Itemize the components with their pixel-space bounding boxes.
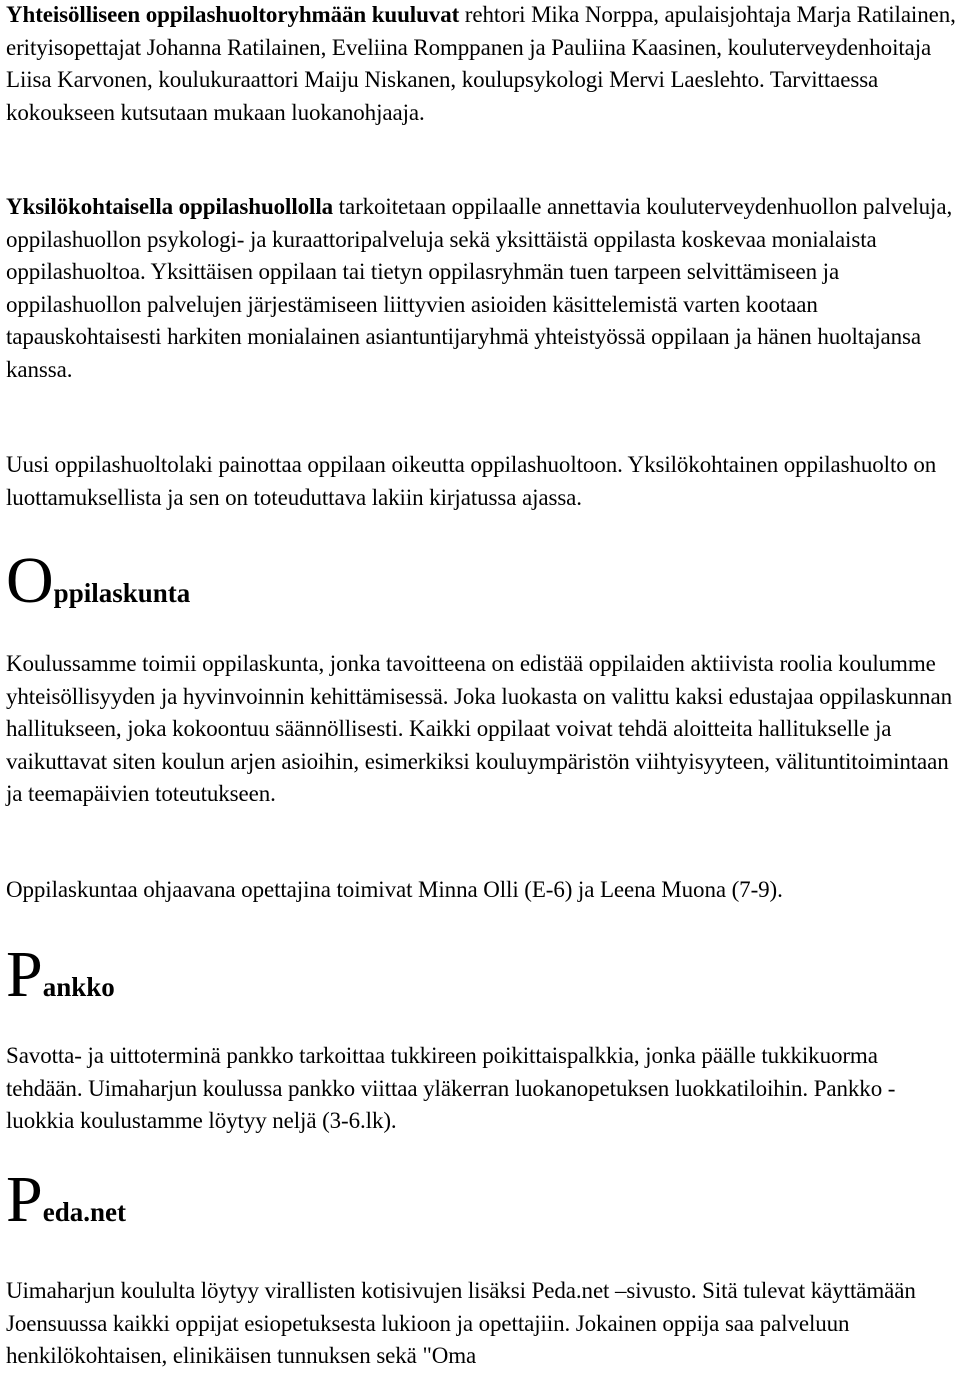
paragraph-pedanet [6,1275,958,1373]
heading-initial: O [6,544,54,617]
paragraph-text: Uimaharjun koululta löytyy virallisten kotisivujen lisäksi Peda.net –sivusto. Sitä tulevat käyttämään Joensuussa kaikki oppijat esiopetuksesta lukioon ja opettajiin. Jokainen oppija saa palveluun henkilökohtaisen, elinikäisen tunnuksen sekä "Oma [6,1278,916,1368]
paragraph-text: rehtori Mika Norppa, apulaisjohtaja Marja Ratilainen, erityisopettajat Johanna Ratilainen, Eveliina Romppanen ja Pauliina Kaasinen, kouluterveydenhoitaja Liisa Karvonen, koulukuraattori Maiju Niskanen, koulupsykologi Mervi Laeslehto. Tarvittaessa kokoukseen kutsutaan mukaan luokanohjaaja. [6,2,956,125]
heading-initial: P [6,1163,43,1236]
paragraph-text: Oppilaskuntaa ohjaavana opettajina toimivat Minna Olli (E-6) ja Leena Muona (7-9). [6,877,783,902]
paragraph-text: Uusi oppilashuoltolaki painottaa oppilaan oikeutta oppilashuoltoon. Yksilökohtainen oppilashuolto on luottamuksellista ja sen on toteuduttava lakiin kirjatussa ajassa. [6,452,937,510]
paragraph-lead-bold: Yksilökohtaisella oppilashuollolla [6,194,334,219]
paragraph-text: Koulussamme toimii oppilaskunta, jonka tavoitteena on edistää oppilaiden aktiivista roolia koulumme yhteisöllisyyden ja hyvinvoinnin kehittämisessä. Joka luokasta on valittu kaksi edustajaa oppilaskunnan hallitukseen, joka kokoontuu säännöllisesti. Kaikki oppilaat voivat tehdä aloitteita hallitukselle ja vaikuttavat siten koulun arjen asioihin, esimerkiksi kouluympäristön viihtyisyyteen, välituntitoimintaan ja teemapäivien toteutukseen. [6,651,952,806]
paragraph-yksilokohtainen-oppilashuolto [6,191,958,386]
heading-pedanet [6,1163,126,1236]
heading-rest: ankko [42,972,115,1002]
paragraph-ohjaavat-opettajat [6,874,960,907]
paragraph-lead-bold: Yhteisölliseen oppilashuoltoryhmään kuuluvat [6,2,460,27]
paragraph-oppilashuoltoryhma [6,0,958,129]
heading-pankko [6,938,115,1011]
paragraph-pankko [6,1040,958,1138]
heading-rest: ppilaskunta [53,578,191,608]
heading-rest: eda.net [42,1197,126,1227]
paragraph-text: tarkoitetaan oppilaalle annettavia kouluterveydenhuollon palveluja, oppilashuollon psykologi- ja kuraattoripalveluja sekä yksittäistä oppilasta koskevaa monialaista oppilashuoltoa. Yksittäisen oppilaan tai tietyn oppilasryhmän tuen tarpeen selvittämiseen ja oppilashuollon palvelujen järjestämiseen liittyvien asioiden käsittelemistä varten kootaan tapauskohtaisesti harkiten monialainen asiantuntijaryhmä yhteistyössä oppilaan ja hänen huoltajansa kanssa. [6,194,953,382]
heading-oppilaskunta [6,544,191,617]
paragraph-oppilashuoltolaki [6,449,958,514]
heading-initial: P [6,938,43,1011]
paragraph-oppilaskunta [6,648,958,811]
paragraph-text: Savotta- ja uittoterminä pankko tarkoittaa tukkireen poikittaispalkkia, jonka päälle tukkikuorma tehdään. Uimaharjun koulussa pankko viittaa yläkerran luokanopetuksen luokkatiloihin. Pankko -luokkia koulustamme löytyy neljä (3-6.lk). [6,1043,896,1133]
